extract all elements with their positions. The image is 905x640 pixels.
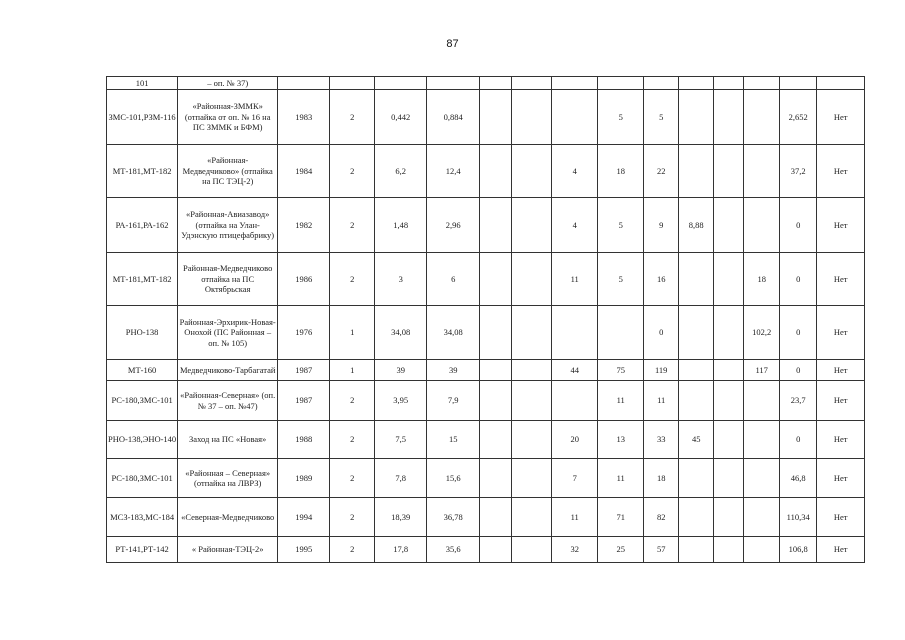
table-cell: 34,08: [375, 306, 427, 360]
table-cell: 75: [598, 360, 644, 381]
table-cell: 25: [598, 537, 644, 563]
table-cell: 33: [644, 421, 679, 459]
table-cell: Нет: [817, 459, 865, 498]
table-cell: 2: [330, 459, 375, 498]
table-cell: 2: [330, 198, 375, 253]
table-cell: 15,6: [427, 459, 480, 498]
table-cell: [679, 459, 714, 498]
table-cell: [598, 306, 644, 360]
table-cell: 6,2: [375, 145, 427, 198]
table-cell: 22: [644, 145, 679, 198]
table-row: [107, 198, 865, 253]
table-cell: [714, 381, 744, 421]
table-cell: [714, 498, 744, 537]
table-cell: 2,652: [780, 90, 817, 145]
table-cell: [714, 360, 744, 381]
table-cell: [744, 90, 780, 145]
table-cell: 0,442: [375, 90, 427, 145]
table-cell: «Районная-Медведчиково» (отпайка на ПС ТЭЦ-2): [178, 145, 278, 198]
table-cell: « Районная-ТЭЦ-2»: [178, 537, 278, 563]
table-cell: 11: [552, 253, 598, 306]
table-cell: 106,8: [780, 537, 817, 563]
table-cell: [598, 77, 644, 90]
table-cell: 2: [330, 90, 375, 145]
table-cell: РС-180,ЗМС-101: [107, 381, 178, 421]
table-cell: [679, 77, 714, 90]
table-cell: [714, 145, 744, 198]
table-cell: 13: [598, 421, 644, 459]
table-cell: 1983: [278, 90, 330, 145]
table-cell: 3: [375, 253, 427, 306]
table-cell: [817, 77, 865, 90]
table-cell: [679, 145, 714, 198]
table-cell: [552, 306, 598, 360]
table-cell: 7,9: [427, 381, 480, 421]
table-cell: – оп. № 37): [178, 77, 278, 90]
table-cell: 12,4: [427, 145, 480, 198]
table-cell: Нет: [817, 90, 865, 145]
table-cell: [552, 381, 598, 421]
table-cell: «Районная – Северная» (отпайка на ЛВРЗ): [178, 459, 278, 498]
table-cell: [512, 498, 552, 537]
table-cell: МТ-181,МТ-182: [107, 145, 178, 198]
table-cell: 1982: [278, 198, 330, 253]
table-cell: Медведчиково-Тарбагатай: [178, 360, 278, 381]
table-cell: [512, 77, 552, 90]
table-cell: Заход на ПС «Новая»: [178, 421, 278, 459]
table-cell: 7,8: [375, 459, 427, 498]
table-cell: МСЗ-183,МС-184: [107, 498, 178, 537]
table-cell: «Районная-Авиазавод» (отпайка на Улан-Удэнскую птицефабрику): [178, 198, 278, 253]
table-cell: Нет: [817, 198, 865, 253]
table-row: [107, 459, 865, 498]
table-cell: [512, 459, 552, 498]
table-cell: ЗМС-101,РЗМ-116: [107, 90, 178, 145]
table-cell: [480, 90, 512, 145]
table-cell: 0: [644, 306, 679, 360]
table-row: [107, 498, 865, 537]
table-cell: [744, 145, 780, 198]
table-cell: [714, 306, 744, 360]
table-cell: 16: [644, 253, 679, 306]
table-cell: 1989: [278, 459, 330, 498]
table-cell: 23,7: [780, 381, 817, 421]
table-cell: 2: [330, 381, 375, 421]
table-cell: [480, 381, 512, 421]
table-cell: 3,95: [375, 381, 427, 421]
table-cell: 18,39: [375, 498, 427, 537]
table-cell: [480, 498, 512, 537]
table-cell: [330, 77, 375, 90]
table-cell: 1994: [278, 498, 330, 537]
table-cell: [714, 459, 744, 498]
table-cell: Районная-Медведчиково отпайка на ПС Октябрьская: [178, 253, 278, 306]
table-row: [107, 360, 865, 381]
data-table: [106, 76, 865, 563]
table-cell: 45: [679, 421, 714, 459]
table-cell: РНО-138: [107, 306, 178, 360]
table-cell: 0: [780, 306, 817, 360]
table-cell: 46,8: [780, 459, 817, 498]
table-cell: 35,6: [427, 537, 480, 563]
table-cell: [512, 253, 552, 306]
table-cell: 11: [598, 381, 644, 421]
table-cell: 82: [644, 498, 679, 537]
table-cell: 5: [598, 90, 644, 145]
table-cell: 20: [552, 421, 598, 459]
page-number: 87: [446, 38, 459, 50]
table-cell: РНО-138,ЭНО-140: [107, 421, 178, 459]
table-cell: [480, 537, 512, 563]
table-cell: Районная-Эрхирик-Новая-Онохой (ПС Районная – оп. № 105): [178, 306, 278, 360]
table-cell: 7,5: [375, 421, 427, 459]
table-cell: 2: [330, 537, 375, 563]
table-row: [107, 145, 865, 198]
table-cell: [480, 421, 512, 459]
table-body: [107, 77, 865, 563]
table-cell: 119: [644, 360, 679, 381]
table-cell: [679, 253, 714, 306]
table-cell: РА-161,РА-162: [107, 198, 178, 253]
table-cell: 39: [375, 360, 427, 381]
table-cell: 11: [644, 381, 679, 421]
table-row: [107, 381, 865, 421]
table-cell: [552, 77, 598, 90]
table-cell: 117: [744, 360, 780, 381]
table-cell: 0,884: [427, 90, 480, 145]
table-cell: [480, 459, 512, 498]
table-cell: [480, 198, 512, 253]
table-cell: [714, 421, 744, 459]
table-cell: 6: [427, 253, 480, 306]
table-row: [107, 253, 865, 306]
table-cell: [714, 90, 744, 145]
table-cell: [552, 90, 598, 145]
table-cell: [512, 381, 552, 421]
table-cell: 2,96: [427, 198, 480, 253]
table-cell: «Районная-ЗММК» (отпайка от оп. № 16 на ПС ЗММК и БФМ): [178, 90, 278, 145]
table-cell: [714, 537, 744, 563]
table-cell: [679, 90, 714, 145]
table-cell: [278, 77, 330, 90]
table-cell: 5: [598, 253, 644, 306]
table-cell: Нет: [817, 498, 865, 537]
table-cell: 110,34: [780, 498, 817, 537]
table-cell: [480, 306, 512, 360]
table-cell: 36,78: [427, 498, 480, 537]
table-cell: [714, 77, 744, 90]
table-cell: 18: [598, 145, 644, 198]
table-cell: [512, 145, 552, 198]
table-cell: 17,8: [375, 537, 427, 563]
table-cell: [427, 77, 480, 90]
table-cell: [780, 77, 817, 90]
table-cell: [480, 77, 512, 90]
table-row: [107, 90, 865, 145]
table-cell: [512, 90, 552, 145]
table-cell: [644, 77, 679, 90]
table-cell: РС-180,ЗМС-101: [107, 459, 178, 498]
table-cell: РТ-141,РТ-142: [107, 537, 178, 563]
table-row: [107, 537, 865, 563]
table-cell: 2: [330, 498, 375, 537]
table-cell: 37,2: [780, 145, 817, 198]
table-cell: 1: [330, 360, 375, 381]
table-cell: 8,88: [679, 198, 714, 253]
table-cell: [679, 498, 714, 537]
table-cell: 1986: [278, 253, 330, 306]
table-cell: 4: [552, 198, 598, 253]
table-row: [107, 306, 865, 360]
table-row: [107, 421, 865, 459]
table-cell: 1987: [278, 381, 330, 421]
table-cell: 39: [427, 360, 480, 381]
table-cell: 18: [744, 253, 780, 306]
table-cell: 34,08: [427, 306, 480, 360]
table-cell: [480, 360, 512, 381]
table-cell: 1,48: [375, 198, 427, 253]
table-cell: [679, 537, 714, 563]
table-cell: Нет: [817, 253, 865, 306]
table-cell: МТ-181,МТ-182: [107, 253, 178, 306]
table-cell: [744, 77, 780, 90]
table-cell: [744, 459, 780, 498]
table-cell: 2: [330, 145, 375, 198]
table-cell: 0: [780, 360, 817, 381]
table-cell: 102,2: [744, 306, 780, 360]
table-cell: [744, 498, 780, 537]
table-cell: [480, 145, 512, 198]
table-cell: «Районная-Северная» (оп. № 37 – оп. №47): [178, 381, 278, 421]
table-cell: «Северная-Медведчиково: [178, 498, 278, 537]
table-cell: [512, 198, 552, 253]
table-cell: [744, 421, 780, 459]
table-cell: 1976: [278, 306, 330, 360]
table-cell: Нет: [817, 145, 865, 198]
table-cell: [744, 381, 780, 421]
table-cell: 11: [598, 459, 644, 498]
table-cell: 5: [598, 198, 644, 253]
table-cell: 57: [644, 537, 679, 563]
table-cell: 7: [552, 459, 598, 498]
table-cell: [679, 360, 714, 381]
table-cell: 71: [598, 498, 644, 537]
table-cell: 1988: [278, 421, 330, 459]
table-cell: 101: [107, 77, 178, 90]
table-cell: 1984: [278, 145, 330, 198]
table-cell: [512, 306, 552, 360]
table-cell: 1995: [278, 537, 330, 563]
table-cell: Нет: [817, 421, 865, 459]
table-cell: Нет: [817, 360, 865, 381]
table-cell: 1987: [278, 360, 330, 381]
table-cell: [480, 253, 512, 306]
table-cell: 0: [780, 198, 817, 253]
table-cell: [714, 253, 744, 306]
table-cell: 9: [644, 198, 679, 253]
table-cell: 4: [552, 145, 598, 198]
table-cell: [744, 537, 780, 563]
table-cell: 0: [780, 253, 817, 306]
table-cell: 5: [644, 90, 679, 145]
table-cell: 2: [330, 421, 375, 459]
table-cell: [512, 360, 552, 381]
table-cell: МТ-160: [107, 360, 178, 381]
table-cell: 18: [644, 459, 679, 498]
table-cell: 44: [552, 360, 598, 381]
table-cell: Нет: [817, 381, 865, 421]
table-cell: 0: [780, 421, 817, 459]
table-cell: [375, 77, 427, 90]
table-cell: [679, 306, 714, 360]
table-cell: [512, 537, 552, 563]
table-cell: [512, 421, 552, 459]
table-cell: [744, 198, 780, 253]
table-cell: 15: [427, 421, 480, 459]
table-row: [107, 77, 865, 90]
table-cell: 11: [552, 498, 598, 537]
table-cell: [679, 381, 714, 421]
table-cell: [714, 198, 744, 253]
table-cell: Нет: [817, 306, 865, 360]
table-cell: 32: [552, 537, 598, 563]
table-cell: 2: [330, 253, 375, 306]
table-cell: 1: [330, 306, 375, 360]
table-cell: Нет: [817, 537, 865, 563]
